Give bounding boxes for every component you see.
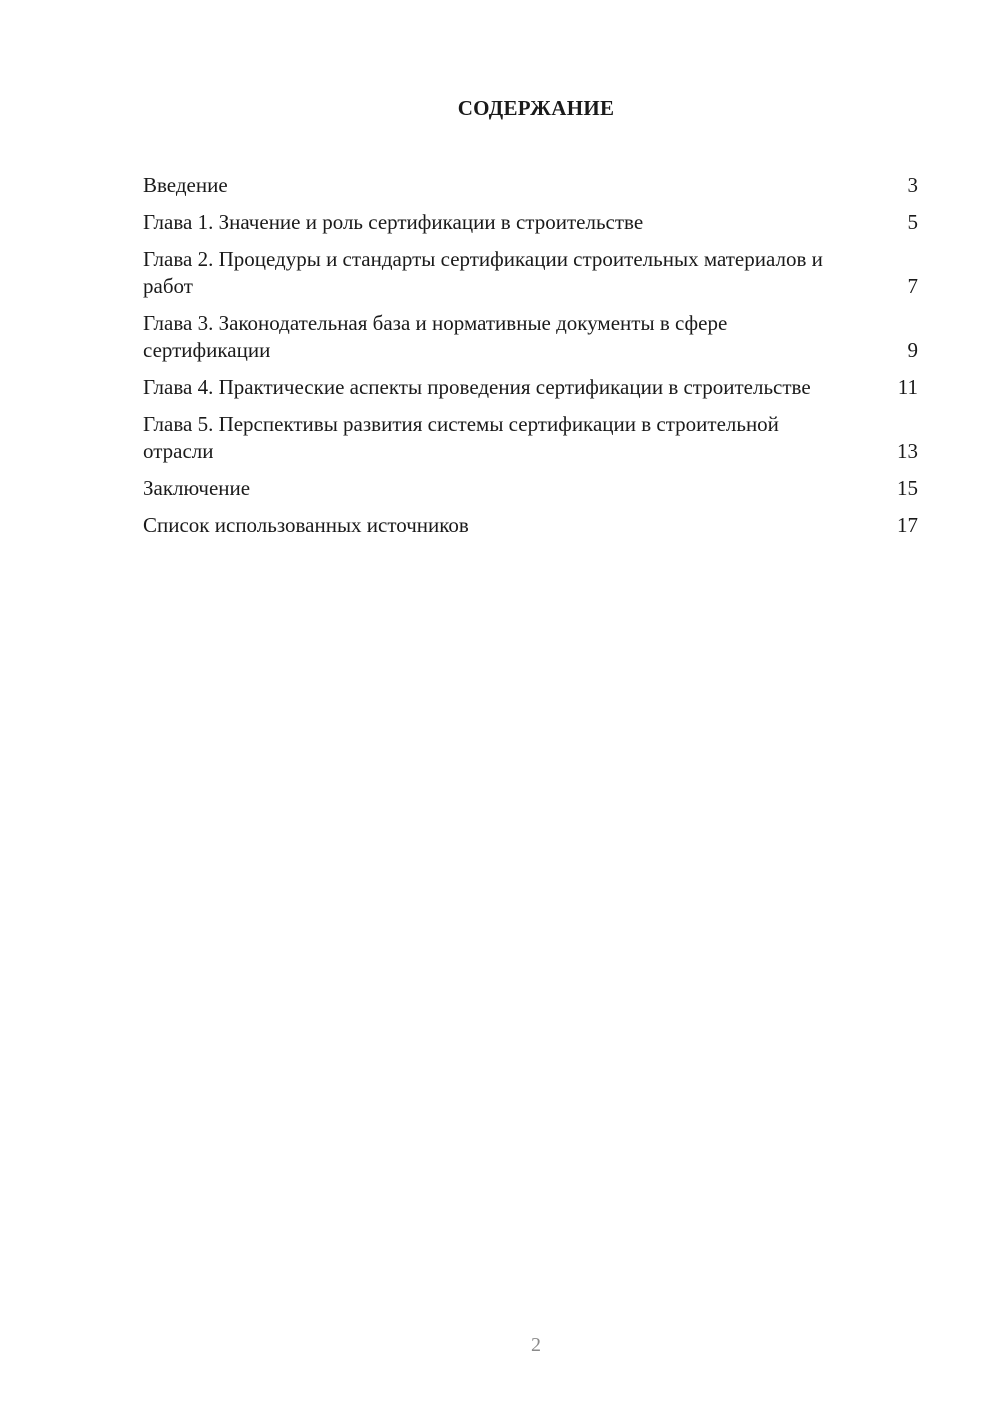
page-number: 2	[531, 1334, 541, 1356]
toc-entry-page: 17	[897, 513, 918, 537]
toc-entry-introduction	[143, 172, 918, 199]
toc-entry-chapter-4	[143, 374, 918, 401]
toc-entry-title: Глава 5. Перспективы развития системы сертификации в строительной отрасли	[143, 412, 779, 463]
toc-entry-conclusion	[143, 475, 918, 502]
toc-entry-title: Глава 3. Законодательная база и нормативные документы в сфере сертификации	[143, 311, 728, 362]
toc-entry-page: 9	[907, 338, 918, 362]
toc-entry-page: 15	[897, 476, 918, 500]
toc-entry-page: 5	[907, 210, 918, 234]
toc-entry-page: 13	[897, 439, 918, 463]
toc-entry-chapter-1	[143, 209, 918, 236]
toc-entry-title: Список использованных источников	[143, 513, 469, 537]
toc-entry-chapter-2	[143, 246, 918, 300]
toc-entry-page: 11	[897, 375, 918, 399]
toc-entry-page: 3	[907, 173, 918, 197]
toc-entry-page: 7	[907, 274, 918, 298]
table-of-contents	[143, 172, 918, 549]
toc-entry-title: Введение	[143, 173, 228, 197]
toc-entry-references	[143, 512, 918, 539]
toc-entry-title: Глава 4. Практические аспекты проведения сертификации в строительстве	[143, 375, 811, 399]
page-title: СОДЕРЖАНИЕ	[457, 96, 615, 120]
toc-entry-title: Глава 1. Значение и роль сертификации в строительстве	[143, 210, 644, 234]
toc-entry-title: Глава 2. Процедуры и стандарты сертификации строительных материалов и работ	[143, 247, 823, 298]
toc-entry-title: Заключение	[143, 476, 251, 500]
toc-entry-chapter-3	[143, 310, 918, 364]
toc-entry-chapter-5	[143, 411, 918, 465]
